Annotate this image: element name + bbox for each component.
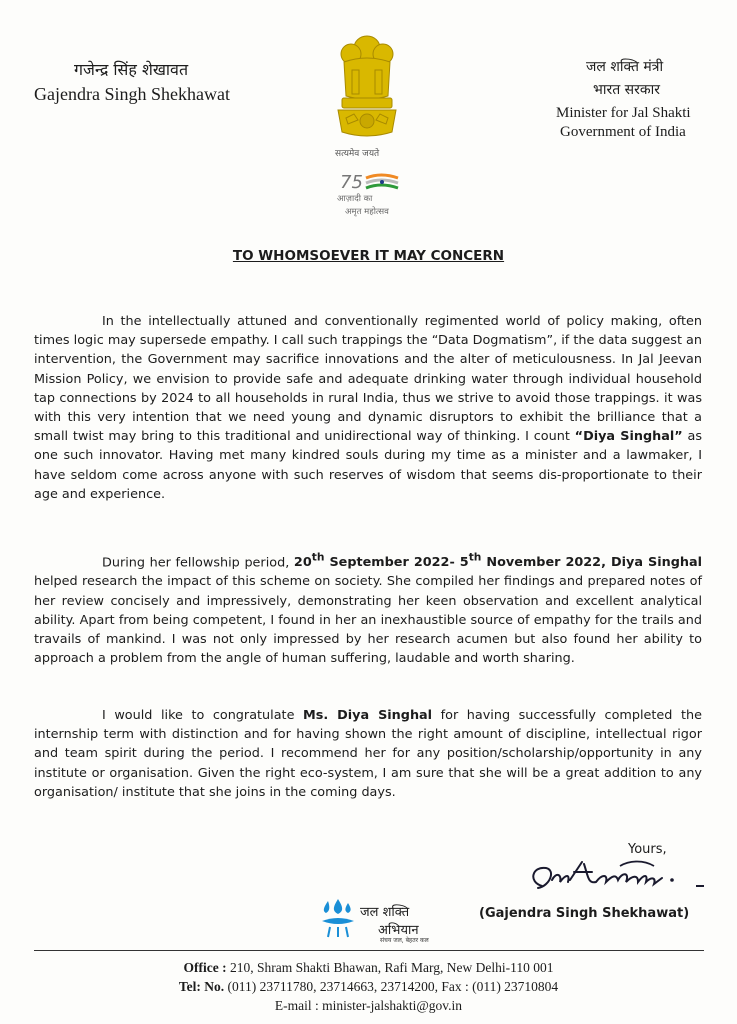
footer-email: E-mail : minister-jalshakti@gov.in: [274, 998, 463, 1013]
p2-date-end: November 2022, Diya Singhal: [481, 555, 702, 571]
footer-divider: [34, 950, 704, 951]
azadi-text-line2: अमृत महोत्सव: [345, 207, 389, 217]
body-paragraph-2: [34, 548, 702, 668]
p3-text-a: I would like to congratulate: [102, 708, 303, 723]
azadi-text-line1: आज़ादी का: [337, 194, 373, 204]
minister-name-hindi: गजेन्द्र सिंह शेखावत: [74, 60, 189, 79]
designation-english: Minister for Jal Shakti: [556, 105, 691, 121]
letter-heading: TO WHOMSOEVER IT MAY CONCERN: [232, 248, 505, 264]
emblem-motto: सत्यमेव जयते: [335, 149, 380, 159]
p1-text-a: In the intellectually attuned and conventionally regimented world of policy making, often times logic may supersede empathy. I call such trappings the “Data Dogmatism”, if the data suggest an intervention, the Government may sacrifice innovations and the alter of meticulousness. In Jal Jeevan Mission Policy, we envision to provide safe and adequate drinking water through individual household tap connections by 2024 to all households in rural India, thus we strive to avoid those trappings. it was with this very intention that we need young and dynamic disruptors to exhibit the brilliance that a small twist may bring to this traditional and unidirectional way of thinking. I count: [34, 314, 702, 445]
signatory-name: (Gajendra Singh Shekhawat): [479, 906, 690, 921]
campaign-tagline: संचय जल, बेहतर कल: [380, 937, 429, 944]
p2-date-suffix-2: th: [468, 551, 482, 564]
office-label: Office :: [183, 960, 227, 975]
designation-hindi: जल शक्ति मंत्री: [586, 59, 664, 75]
state-emblem-icon: [330, 32, 404, 144]
footer-telephone: [0, 979, 737, 995]
government-hindi: भारत सरकार: [593, 82, 660, 98]
tel-label: Tel: No.: [178, 979, 225, 994]
tel-numbers: (011) 23711780, 23714663, 23714200, Fax : (011) 23710804: [224, 979, 559, 994]
p2-date-day: 20: [293, 555, 312, 571]
p2-text-a: During her fellowship period,: [102, 555, 294, 571]
p3-name: Ms. Diya Singhal: [303, 708, 433, 723]
p1-name: “Diya Singhal”: [574, 429, 683, 445]
water-drops-logo-icon: [318, 897, 358, 939]
p3-text-c: for having successfully completed the internship term with distinction and for having shown the right amount of discipline, intellectual rigor and team spirit during the period. I recommend her for any position/scholarship/opportunity in any institute or organisation. Given the right eco-system, I am sure that she will be a great addition to any organisation/ institute that she joins in the coming days.: [34, 708, 702, 800]
p2-period: [293, 551, 702, 571]
footer-office: [0, 960, 737, 976]
campaign-name-line2: अभियान: [378, 923, 419, 938]
closing-salutation: Yours,: [628, 842, 667, 857]
office-address: 210, Shram Shakti Bhawan, Rafi Marg, New Delhi-110 001: [226, 960, 554, 975]
p2-text-c: helped research the impact of this scheme on society. She compiled her findings and prepared notes of her review concisely and impressively, demonstrating her keen observation and excellent analytical ability. Apart from being competent, I found in her an inexhaustible source of empathy for the trails and travails of mankind. I was not only impressed by her research acumen but also found her ability to approach a problem from the angle of human suffering, laudable and worth sharing.: [34, 574, 702, 667]
government-english: Government of India: [560, 124, 686, 140]
svg-text:75: 75: [340, 172, 363, 193]
body-paragraph-1: [34, 312, 702, 504]
p1-text-c: as one such innovator. Having met many kindred souls during my time as a minister and a lawmaker, I have seldom come across anyone with such reserves of wisdom that seems dis-proportionate to their age and experience.: [34, 429, 702, 502]
body-paragraph-3: [34, 706, 702, 802]
p2-date-range: September 2022- 5: [324, 555, 469, 571]
minister-name-english: Gajendra Singh Shekhawat: [34, 84, 230, 104]
handwritten-signature-icon: [522, 852, 717, 904]
campaign-name-line1: जल शक्ति: [360, 905, 410, 920]
p2-date-suffix-1: th: [311, 551, 325, 564]
